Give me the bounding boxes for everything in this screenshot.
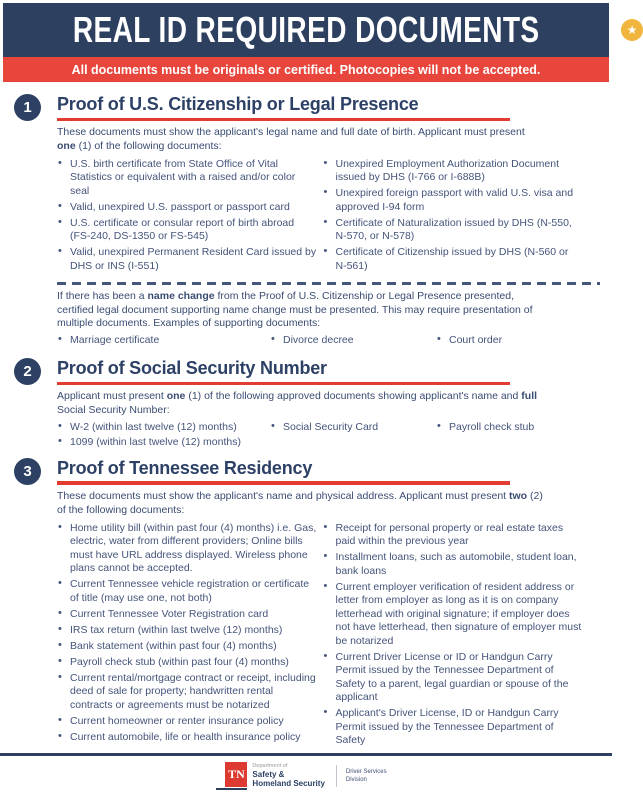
page-footer bbox=[0, 753, 612, 796]
section-head bbox=[23, 457, 582, 485]
section-head bbox=[23, 94, 582, 121]
list-item: • Social Security Card bbox=[270, 421, 436, 435]
list-column-left bbox=[57, 522, 317, 751]
section-title: Proof of U.S. Citizenship or Legal Presence bbox=[57, 94, 419, 114]
list-item: • Valid, unexpired Permanent Resident Card issued by DHS or INS (I-551) bbox=[57, 246, 317, 273]
division-label: Division bbox=[345, 777, 367, 783]
tn-logo: TN bbox=[225, 762, 247, 787]
list-item: • Certificate of Naturalization issued by DHS (N-550, N-570, or N-578) bbox=[323, 217, 583, 244]
document-list bbox=[57, 158, 582, 276]
division-name bbox=[346, 768, 387, 784]
supporting-documents-row bbox=[57, 334, 582, 350]
page-title: REAL ID REQUIRED DOCUMENTS bbox=[72, 9, 540, 50]
department-name bbox=[252, 764, 324, 789]
list-item: • Current automobile, life or health insurance policy bbox=[57, 731, 317, 745]
star-icon: ★ bbox=[621, 19, 643, 41]
list-item: • Receipt for personal property or real estate taxes paid within the previous year bbox=[323, 522, 583, 549]
list-item: • Current employer verification of resident address or letter from employer as long as it is on company letterhead with original signature; if employer does not have letterhead, then signature of employer must be notarized bbox=[323, 581, 583, 649]
list-item: • Current homeowner or renter insurance policy bbox=[57, 715, 317, 729]
list-item: • Current Tennessee Voter Registration card bbox=[57, 608, 317, 622]
title-underline bbox=[57, 481, 510, 485]
section-intro: These documents must show the applicant's name and physical address. Applicant must present two (2) of the following documents: bbox=[57, 489, 543, 516]
list-item: • Certificate of Citizenship issued by DHS (N-560 or N-561) bbox=[323, 246, 583, 273]
section-title: Proof of Social Security Number bbox=[57, 357, 327, 378]
list-item: • 1099 (within last twelve (12) months) bbox=[57, 436, 270, 450]
list-item: • Applicant's Driver License, ID or Handgun Carry Permit issued by the Tennessee Department of Safety bbox=[323, 707, 583, 748]
list-item: • Current rental/mortgage contract or receipt, including deed of sale for property; handwritten rental contracts or agreements must be notarized bbox=[57, 672, 317, 713]
name-change-note: If there has been a name change from the Proof of U.S. Citizenship or Legal Presence presented, certified legal document supporting name change must be presented. This may require presentation of multiple documents. Examples of supporting documents: bbox=[57, 289, 533, 330]
list-item: • Valid, unexpired U.S. passport or passport card bbox=[57, 201, 317, 215]
homeland-security-label: Homeland Security bbox=[252, 779, 325, 789]
list-column-left bbox=[57, 158, 317, 276]
section-title: Proof of Tennessee Residency bbox=[57, 457, 313, 478]
section-intro: These documents must show the applicant's legal name and full date of birth. Applicant must present one (1) of the following documents: bbox=[57, 126, 525, 153]
tn-logo-box-wrap bbox=[225, 762, 247, 790]
list-item: • Home utility bill (within past four (4) months) i.e. Gas, electric, water from different providers; Online bills must have URL address displayed. Wireless phone plans cannot be accepted. bbox=[57, 522, 317, 576]
list-column-right bbox=[323, 522, 583, 751]
list-item: • Court order bbox=[436, 334, 582, 348]
notice-banner: All documents must be originals or certified. Photocopies will not be accepted. bbox=[3, 57, 609, 82]
section-number-badge: 2 bbox=[14, 358, 41, 385]
section-head bbox=[23, 357, 582, 385]
section-citizenship bbox=[23, 94, 582, 350]
page-header bbox=[3, 3, 638, 57]
section-residency bbox=[23, 457, 582, 750]
section-intro: Applicant must present one (1) of the following approved documents showing applicant's name and full Social Security Number: bbox=[57, 390, 538, 416]
list-item: • Marriage certificate bbox=[57, 334, 270, 348]
title-underline bbox=[57, 382, 510, 386]
list-item: • W-2 (within last twelve (12) months) bbox=[57, 421, 270, 435]
safety-label: Safety & bbox=[252, 770, 285, 780]
document-list bbox=[57, 522, 582, 751]
list-column-right bbox=[323, 158, 583, 276]
list-item: • Divorce decree bbox=[270, 334, 436, 348]
dashed-divider bbox=[57, 282, 600, 285]
agency-logo bbox=[0, 756, 612, 790]
footer-logo-divider bbox=[336, 765, 337, 787]
list-item: • Payroll check stub bbox=[436, 421, 582, 435]
list-item: • Current Tennessee vehicle registration or certificate of title (may use one, not both) bbox=[57, 578, 317, 605]
driver-services-label: Driver Services bbox=[345, 769, 387, 775]
list-item: • Installment loans, such as automobile, student loan, bank loans bbox=[323, 551, 583, 578]
list-item: • Current Driver License or ID or Handgun Carry Permit issued by the Tennessee Department of Safety to a parent, legal guardian or spouse of the applicant bbox=[323, 651, 583, 705]
section-number-badge: 3 bbox=[14, 458, 41, 485]
list-item: • Unexpired Employment Authorization Document issued by DHS (I-766 or I-688B) bbox=[323, 158, 583, 185]
list-item: • Payroll check stub (within past four (4) months) bbox=[57, 656, 317, 670]
list-item: • Bank statement (within past four (4) months) bbox=[57, 640, 317, 654]
document-list bbox=[57, 421, 582, 452]
list-item: • IRS tax return (within last twelve (12) months) bbox=[57, 624, 317, 638]
section-social-security bbox=[23, 357, 582, 452]
document-body bbox=[0, 95, 612, 750]
title-underline bbox=[57, 118, 510, 122]
section-number-badge: 1 bbox=[14, 94, 41, 121]
list-item: • U.S. certificate or consular report of birth abroad (FS-240, DS-1350 or FS-545) bbox=[57, 217, 317, 244]
tn-logo-underline bbox=[216, 788, 247, 790]
list-item: • Unexpired foreign passport with valid U.S. visa and approved I-94 form bbox=[323, 187, 583, 214]
list-item: • U.S. birth certificate from State Office of Vital Statistics or equivalent with a raised and/or color seal bbox=[57, 158, 317, 199]
department-of-label: Department of bbox=[252, 762, 288, 769]
